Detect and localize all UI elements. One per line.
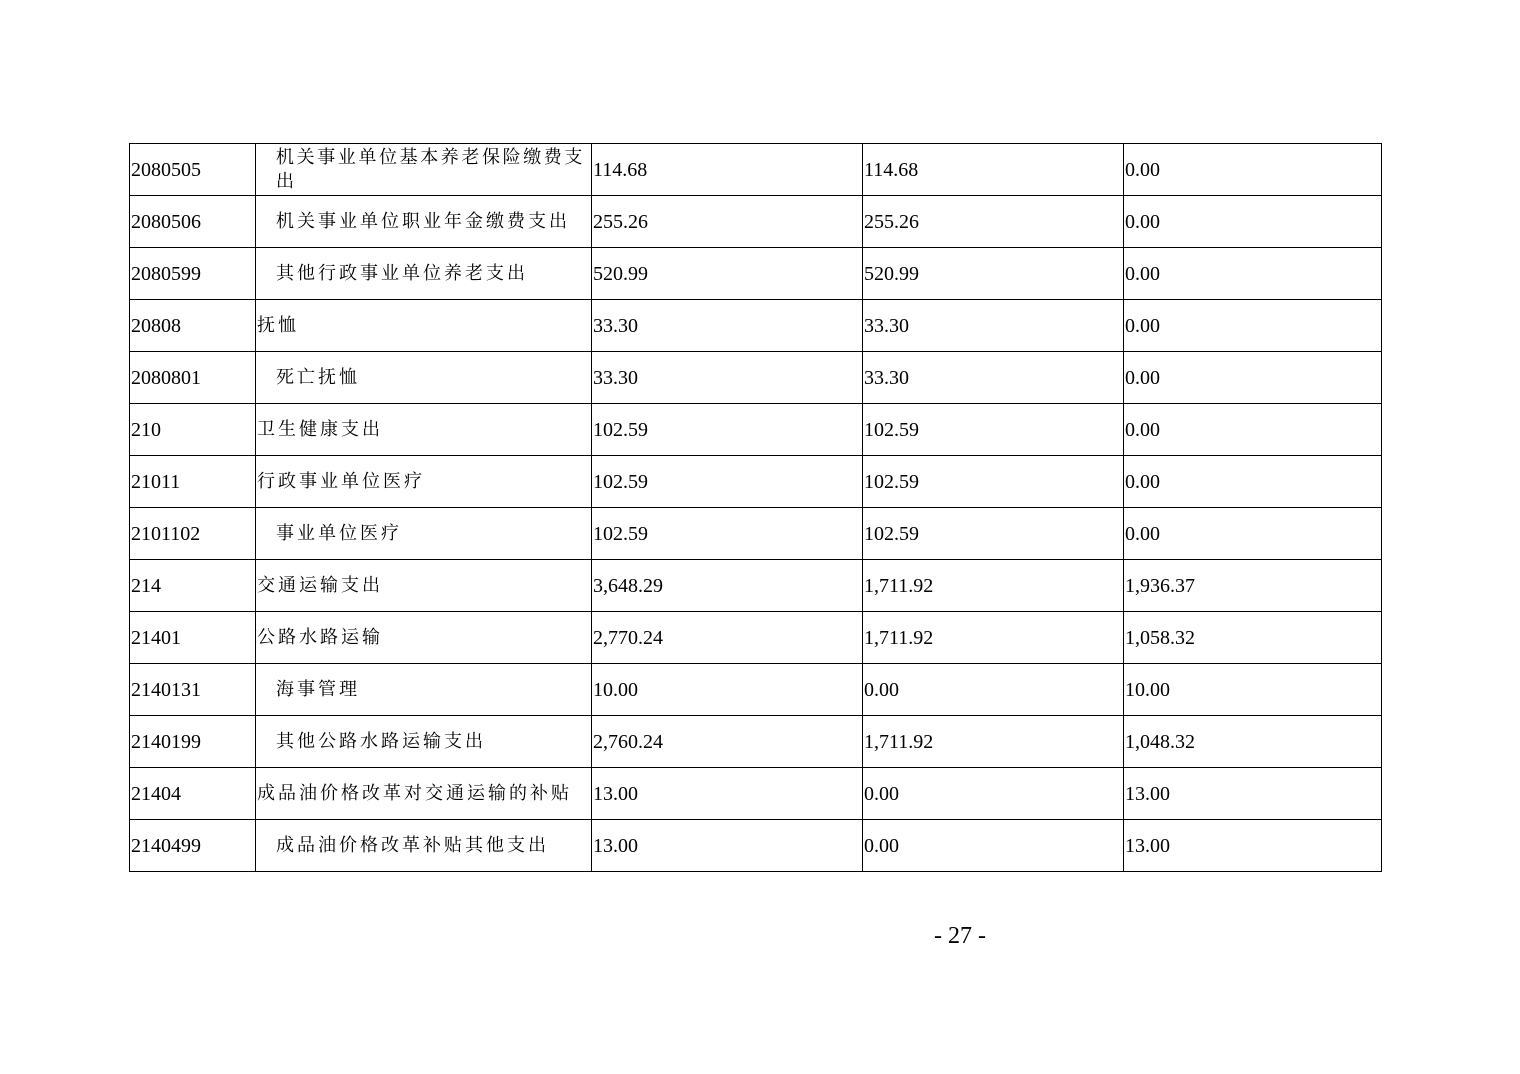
table-row — [130, 456, 1382, 508]
subject-name-cell: 事业单位医疗 — [256, 508, 592, 560]
table-row — [130, 820, 1382, 872]
table-row — [130, 352, 1382, 404]
table-row — [130, 560, 1382, 612]
total-amount-cell: 255.26 — [592, 196, 863, 248]
total-amount-cell: 3,648.29 — [592, 560, 863, 612]
basic-expenditure-cell: 102.59 — [863, 508, 1124, 560]
table-row — [130, 508, 1382, 560]
total-amount-cell: 10.00 — [592, 664, 863, 716]
basic-expenditure-cell: 33.30 — [863, 352, 1124, 404]
basic-expenditure-cell: 102.59 — [863, 404, 1124, 456]
subject-name-cell: 行政事业单位医疗 — [256, 456, 592, 508]
total-amount-cell: 2,770.24 — [592, 612, 863, 664]
subject-name-cell: 机关事业单位基本养老保险缴费支出 — [256, 144, 592, 196]
subject-code-cell: 21401 — [130, 612, 256, 664]
project-expenditure-cell: 0.00 — [1124, 352, 1382, 404]
table-row — [130, 716, 1382, 768]
table-row — [130, 248, 1382, 300]
table-row — [130, 404, 1382, 456]
project-expenditure-cell: 0.00 — [1124, 144, 1382, 196]
total-amount-cell: 114.68 — [592, 144, 863, 196]
subject-code-cell: 2140131 — [130, 664, 256, 716]
subject-name-cell: 死亡抚恤 — [256, 352, 592, 404]
project-expenditure-cell: 0.00 — [1124, 300, 1382, 352]
total-amount-cell: 520.99 — [592, 248, 863, 300]
project-expenditure-cell: 13.00 — [1124, 768, 1382, 820]
project-expenditure-cell: 1,936.37 — [1124, 560, 1382, 612]
subject-name-cell: 成品油价格改革补贴其他支出 — [256, 820, 592, 872]
table-body — [130, 144, 1382, 872]
basic-expenditure-cell: 0.00 — [863, 768, 1124, 820]
subject-code-cell: 21404 — [130, 768, 256, 820]
basic-expenditure-cell: 114.68 — [863, 144, 1124, 196]
subject-name-cell: 其他行政事业单位养老支出 — [256, 248, 592, 300]
table-row — [130, 300, 1382, 352]
subject-name-cell: 成品油价格改革对交通运输的补贴 — [256, 768, 592, 820]
basic-expenditure-cell: 255.26 — [863, 196, 1124, 248]
subject-name-cell: 交通运输支出 — [256, 560, 592, 612]
subject-name-cell: 机关事业单位职业年金缴费支出 — [256, 196, 592, 248]
project-expenditure-cell: 13.00 — [1124, 820, 1382, 872]
total-amount-cell: 33.30 — [592, 300, 863, 352]
project-expenditure-cell: 0.00 — [1124, 456, 1382, 508]
total-amount-cell: 33.30 — [592, 352, 863, 404]
total-amount-cell: 13.00 — [592, 768, 863, 820]
subject-name-cell: 卫生健康支出 — [256, 404, 592, 456]
basic-expenditure-cell: 33.30 — [863, 300, 1124, 352]
subject-code-cell: 214 — [130, 560, 256, 612]
subject-code-cell: 2080801 — [130, 352, 256, 404]
project-expenditure-cell: 0.00 — [1124, 508, 1382, 560]
project-expenditure-cell: 0.00 — [1124, 404, 1382, 456]
total-amount-cell: 13.00 — [592, 820, 863, 872]
basic-expenditure-cell: 0.00 — [863, 820, 1124, 872]
project-expenditure-cell: 0.00 — [1124, 196, 1382, 248]
total-amount-cell: 102.59 — [592, 404, 863, 456]
total-amount-cell: 102.59 — [592, 508, 863, 560]
basic-expenditure-cell: 1,711.92 — [863, 612, 1124, 664]
basic-expenditure-cell: 1,711.92 — [863, 560, 1124, 612]
table-row — [130, 144, 1382, 196]
project-expenditure-cell: 0.00 — [1124, 248, 1382, 300]
total-amount-cell: 2,760.24 — [592, 716, 863, 768]
basic-expenditure-cell: 102.59 — [863, 456, 1124, 508]
subject-code-cell: 21011 — [130, 456, 256, 508]
total-amount-cell: 102.59 — [592, 456, 863, 508]
subject-code-cell: 210 — [130, 404, 256, 456]
budget-table — [129, 143, 1382, 872]
subject-code-cell: 2140499 — [130, 820, 256, 872]
subject-code-cell: 2140199 — [130, 716, 256, 768]
subject-name-cell: 抚恤 — [256, 300, 592, 352]
subject-code-cell: 2080505 — [130, 144, 256, 196]
table-row — [130, 196, 1382, 248]
subject-name-cell: 海事管理 — [256, 664, 592, 716]
project-expenditure-cell: 10.00 — [1124, 664, 1382, 716]
subject-code-cell: 2080506 — [130, 196, 256, 248]
basic-expenditure-cell: 520.99 — [863, 248, 1124, 300]
table-row — [130, 612, 1382, 664]
table-row — [130, 768, 1382, 820]
table-row — [130, 664, 1382, 716]
subject-name-cell: 公路水路运输 — [256, 612, 592, 664]
subject-name-cell: 其他公路水路运输支出 — [256, 716, 592, 768]
basic-expenditure-cell: 1,711.92 — [863, 716, 1124, 768]
subject-code-cell: 2101102 — [130, 508, 256, 560]
page-number: - 27 - — [934, 923, 986, 949]
subject-code-cell: 2080599 — [130, 248, 256, 300]
project-expenditure-cell: 1,058.32 — [1124, 612, 1382, 664]
project-expenditure-cell: 1,048.32 — [1124, 716, 1382, 768]
basic-expenditure-cell: 0.00 — [863, 664, 1124, 716]
subject-code-cell: 20808 — [130, 300, 256, 352]
